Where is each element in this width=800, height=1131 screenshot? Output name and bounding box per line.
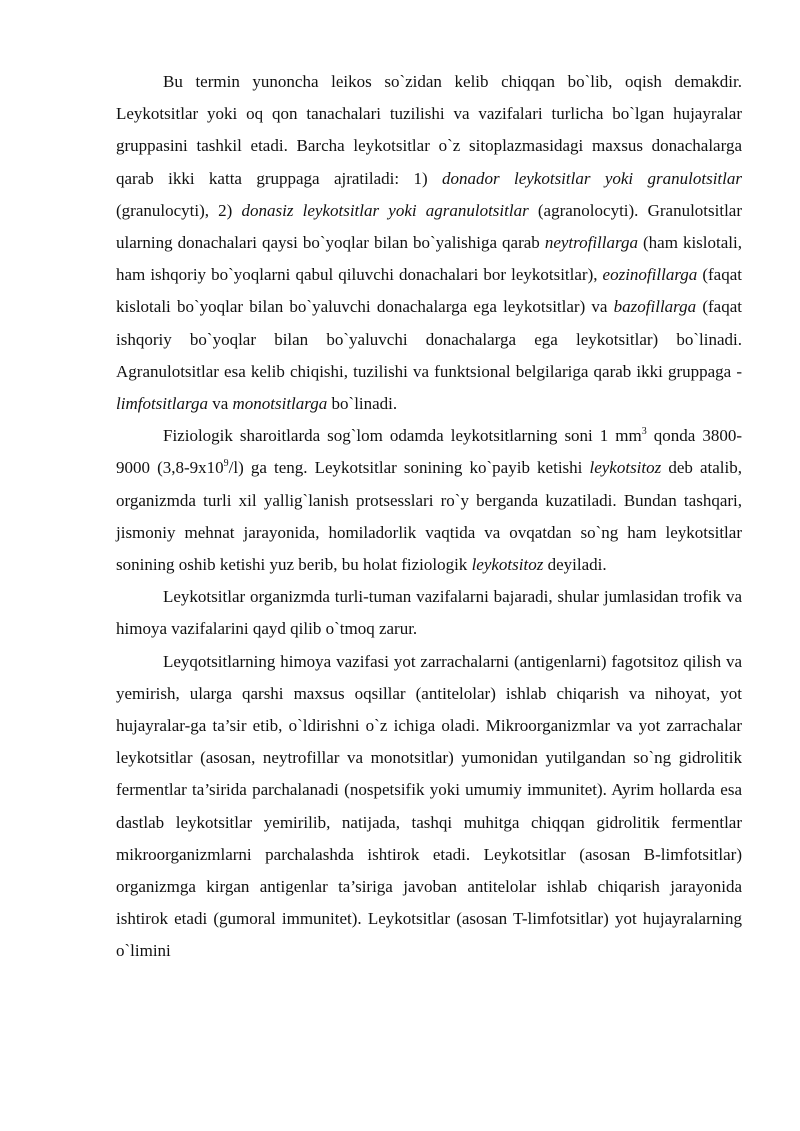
italic-term: leykotsitoz — [589, 458, 662, 478]
paragraph-4 — [116, 646, 742, 968]
text-segment: deyiladi. — [543, 555, 607, 575]
italic-term: monotsitlarga — [232, 394, 328, 414]
italic-term: leykotsitoz — [471, 555, 544, 575]
text-segment: (agranolocyti). Granulotsitlar ularning donachalari qaysi bo`yoqlar bilan bo`yalishiga qarab — [116, 200, 743, 253]
superscript: 9 — [223, 457, 229, 469]
text-segment: deb atalib, organizmda turli xil yallig`lanish protsesslari ro`y berganda kuzatiladi. Bundan tashqari, jismoniy mehnat jarayonida, homiladorlik vaqtida va ovqatdan so`ng ham leykotsitlar sonining oshib ketishi yuz berib, bu holat fiziologik — [116, 458, 742, 575]
italic-term: limfotsitlarga — [116, 394, 208, 414]
document-page — [116, 66, 742, 968]
text-segment: (ham kislotali, ham ishqoriy bo`yoqlarni qabul qiluvchi donachalari bor leykotsitlar), — [116, 233, 742, 285]
italic-term: donador leykotsitlar yoki granulotsitlar — [442, 168, 742, 188]
text-segment: Bu termin yunoncha leikos so`zidan kelib chiqqan bo`lib, oqish demakdir. Leykotsitlar yoki oq qon tanachalari tuzilishi va vazifalari turlicha bo`lgan hujayralar gruppasini tashkil etadi. Barcha leykotsitlar o`z sitoplazmasidagi maxsus donachalarga qarab ikki katta gruppaga ajratiladi: 1) — [116, 72, 742, 188]
superscript: 3 — [641, 425, 647, 437]
italic-term: neytrofillarga — [544, 233, 638, 253]
text-segment: Fiziologik sharoitlarda sog`lom odamda leykotsitlarning soni 1 mm — [163, 426, 642, 446]
text-segment: bo`linadi. — [327, 394, 398, 414]
text-segment: /l) ga teng. Leykotsitlar sonining ko`payib ketishi — [228, 458, 590, 478]
text-segment: qonda 3800-9000 (3,8-9x10 — [116, 426, 742, 478]
paragraph-2 — [116, 420, 742, 581]
paragraph-3 — [116, 581, 742, 645]
text-segment: (granulocyti), 2) — [116, 200, 242, 220]
text-segment: (faqat kislotali bo`yoqlar bilan bo`yaluvchi donachalarga ega leykotsitlar) va — [116, 265, 742, 317]
text-segment: va — [207, 394, 233, 414]
paragraph-1 — [116, 66, 742, 420]
italic-term: donasiz leykotsitlar yoki agranulotsitlar — [241, 200, 529, 220]
text-segment: Leyqotsitlarning himoya vazifasi yot zarrachalarni (antigenlarni) fagotsitoz qilish va yemirish, ularga qarshi maxsus oqsillar (antitelolar) ishlab chiqarish va nihoyat, yot hujayralar-ga ta’sir etib, o`ldirishni o`z ichiga oladi. Mikroorganizmlar va yot zarrachalar leykotsitlar (asosan, neytrofillar va monotsitlar) yumonidan yutilgandan so`ng gidrolitik fermentlar ta’sirida parchalanadi (nospetsifik yoki umumiy immunitet). Ayrim hollarda esa dastlab leykotsitlar yemirilib, natijada, tashqi muhitga chiqqan gidrolitik fermentlar mikroorganizmlarni parchalashda ishtirok etadi. Leykotsitlar (asosan B-limfotsitlar) organizmga kirgan antigenlar ta’siriga javoban antitelolar ishlab chiqarish jarayonida ishtirok etadi (gumoral immunitet). Leykotsitlar (asosan T-limfotsitlar) yot hujayralarning o`limini — [116, 651, 742, 961]
text-segment: (faqat ishqoriy bo`yoqlar bilan bo`yaluvchi donachalarga ega leykotsitlar) bo`linadi. Agranulotsitlar esa kelib chiqishi, tuzilishi va funktsional belgilariga qarab ikki gruppaga - — [116, 297, 742, 381]
italic-term: bazofillarga — [613, 297, 697, 317]
italic-term: eozinofillarga — [602, 265, 698, 285]
text-segment: Leykotsitlar organizmda turli-tuman vazifalarni bajaradi, shular jumlasidan trofik va himoya vazifalarini qayd qilib o`tmoq zarur. — [116, 587, 742, 639]
